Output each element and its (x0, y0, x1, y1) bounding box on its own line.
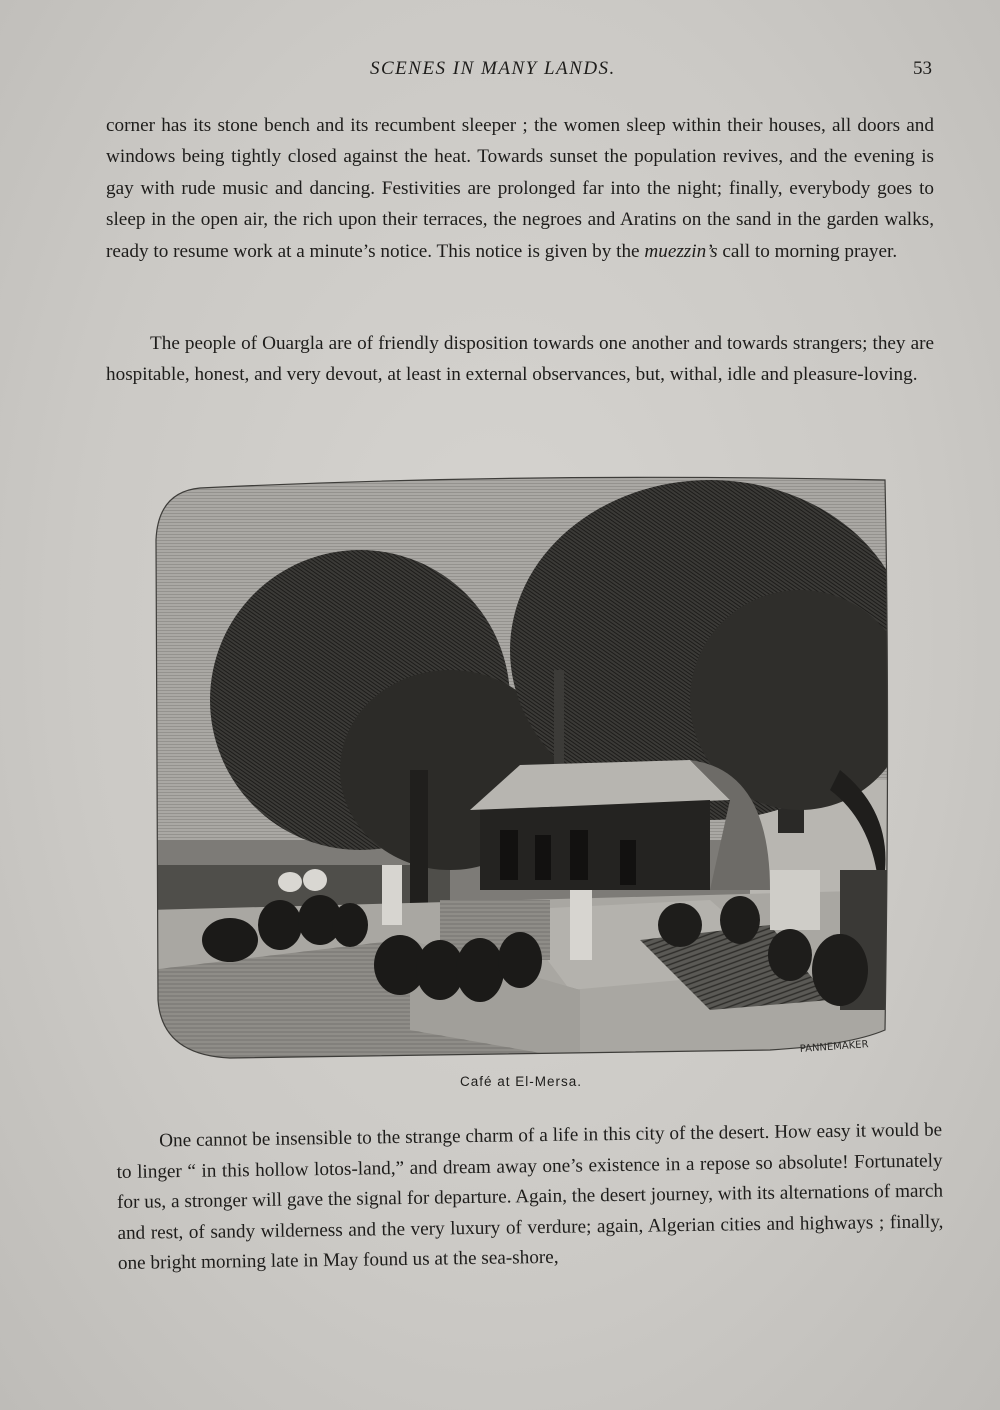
paragraph-2: The people of Ouargla are of friendly disposition towards one another and towards strangers; they are hospitable, honest, and very devout, at least in external observances, but, withal, idle and pleasure-loving. (106, 333, 934, 386)
italic-word-muezzin: muezzin’s (644, 240, 718, 262)
paragraph-1 (106, 110, 934, 267)
paragraph-3: One cannot be insensible to the strange charm of a life in this city of the desert. How easy it would be to linger “ in this hollow lotos-land,” and dream away one’s existence in a repose so absolute! Fortunately for us, a stronger will gave the signal for departure. Again, the desert journey, with its alternations of march and rest, of sandy wilderness and the very luxury of verdure; again, Algerian cities and highways ; finally, one bright morning late in May found us at the sea-shore, (116, 1119, 944, 1274)
figure-caption: Café at El-Mersa. (459, 1074, 583, 1089)
paragraph-1-text: corner has its stone bench and its recumbent sleeper ; the women sleep within their houses, all doors and windows being tightly closed against the heat. Towards sunset the population revives, and the evening is gay with rude music and dancing. Festivities are prolonged far into the night; finally, everybody goes to sleep in the open air, the rich upon their terraces, the negroes and Aratins on the sand in the garden walks, ready to resume work at a minute’s notice. This notice is given by the (106, 115, 934, 262)
engraver-signature: PANNEMAKER (799, 1039, 869, 1055)
running-head (0, 58, 1000, 84)
engraving-image (150, 470, 893, 1070)
engraving-cafe-el-mersa (150, 470, 893, 1070)
figure-caption-wrapper (0, 1074, 1000, 1089)
page-number: 53 (913, 58, 932, 79)
running-title: SCENES IN MANY LANDS. (370, 58, 616, 79)
paragraph-1-end: call to morning prayer. (717, 240, 898, 262)
